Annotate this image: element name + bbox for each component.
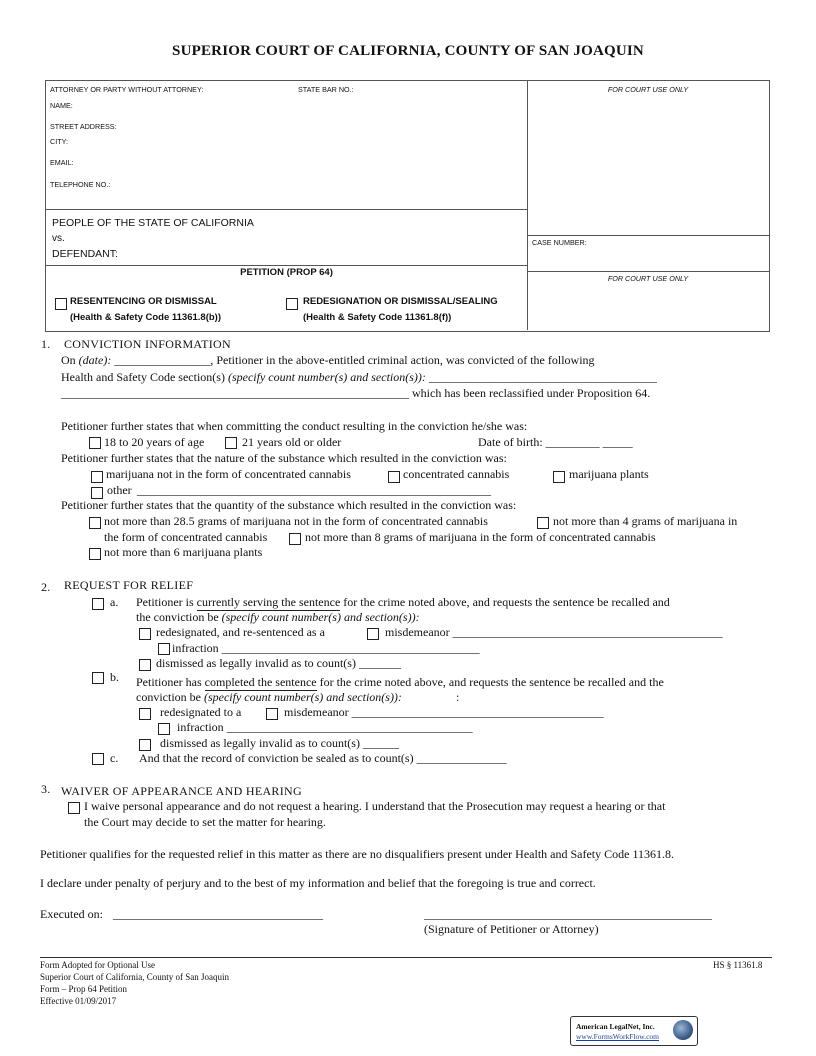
relief-a-label: a. [110, 595, 119, 609]
state-bar-label: STATE BAR NO.: [298, 85, 354, 94]
defendant-label: DEFENDANT: [52, 248, 118, 260]
relief-b-label: b. [110, 670, 119, 684]
hs-section-hint: (specify count number(s) and section(s)): [227, 370, 426, 384]
relief-a-checkbox[interactable] [92, 598, 104, 610]
vs-label: vs. [52, 233, 65, 244]
relief-a-infraction-checkbox[interactable] [158, 643, 170, 655]
footer-code: HS § 11361.8 [713, 960, 763, 970]
qty-4g-label: not more than 4 grams of marijuana in [553, 514, 738, 528]
waiver-checkbox[interactable] [68, 802, 80, 814]
relief-b-infraction-field[interactable]: infraction _________________________________________ [177, 720, 473, 734]
conviction-line1-rest: , Petitioner in the above-entitled criminal action, was convicted of the following [210, 353, 595, 367]
relief-b-misdemeanor-field[interactable]: misdemeanor __________________________________________ [284, 705, 604, 719]
relief-b-checkbox[interactable] [92, 672, 104, 684]
executed-on-field[interactable]: ___________________________________ [113, 907, 323, 921]
relief-b-hint: (specify count number(s) and section(s)): [203, 690, 402, 704]
qualifies-statement: Petitioner qualifies for the requested relief in this matter as there are no disqualifiers present under Health and Safety Code 11361.8. [40, 847, 675, 861]
name-label: NAME: [50, 101, 73, 110]
hs-section-field-2[interactable]: __________________________________________________________ [61, 386, 409, 400]
footer-line2: Superior Court of California, County of San Joaquin [40, 972, 229, 982]
waiver-text-line2: the Court may decide to set the matter for hearing. [84, 815, 326, 829]
nature-plants-label: marijuana plants [569, 467, 649, 481]
qty-28g-checkbox[interactable] [89, 517, 101, 529]
relief-a-line2 [136, 610, 420, 625]
city-label: CITY: [50, 137, 68, 146]
qty-8g-checkbox[interactable] [289, 533, 301, 545]
resentencing-option-code: (Health & Safety Code 11361.8(b)) [70, 312, 221, 323]
relief-a-text-end: for the crime noted above, and requests the sentence be recalled and [340, 595, 670, 609]
relief-c-field[interactable]: And that the record of conviction be sealed as to count(s) _______________ [139, 751, 507, 765]
relief-b-line1 [136, 675, 664, 691]
relief-a-dismissed-checkbox[interactable] [139, 659, 151, 671]
age-intro: Petitioner further states that when committing the conduct resulting in the conviction he/she was: [61, 419, 528, 433]
redesignation-option-code: (Health & Safety Code 11361.8(f)) [303, 312, 452, 323]
footer-line1: Form Adopted for Optional Use [40, 960, 155, 970]
nature-concentrated-label: concentrated cannabis [403, 467, 510, 481]
conviction-line2 [61, 370, 657, 385]
relief-a-dismissed-field[interactable]: dismissed as legally invalid as to count(s) _______ [156, 656, 401, 670]
people-label: PEOPLE OF THE STATE OF CALIFORNIA [52, 217, 254, 229]
relief-b-text-start: Petitioner has [136, 675, 205, 689]
redesignation-checkbox[interactable] [286, 298, 298, 310]
footer-line4: Effective 01/09/2017 [40, 996, 117, 1006]
relief-b-text-end: for the crime noted above, and requests the sentence be recalled and the [316, 675, 664, 689]
caption-box [45, 80, 770, 332]
relief-b-dismissed-checkbox[interactable] [139, 739, 151, 751]
section1-number: 1. [41, 337, 51, 351]
relief-b-dismissed-field[interactable]: dismissed as legally invalid as to count(s) ______ [160, 736, 399, 750]
nature-plants-checkbox[interactable] [553, 471, 565, 483]
american-legalnet-logo[interactable] [570, 1016, 698, 1046]
resentencing-option-title: RESENTENCING OR DISMISSAL [70, 296, 217, 307]
hs-section-label: Health and Safety Code section(s) [61, 370, 225, 384]
section3-number: 3. [41, 782, 51, 796]
relief-b-colon: : [456, 690, 460, 704]
brand-name: American LegalNet, Inc. [576, 1022, 655, 1031]
attorney-label: ATTORNEY OR PARTY WITHOUT ATTORNEY: [50, 85, 204, 94]
signature-field[interactable]: ________________________________________________ [424, 907, 712, 921]
qty-4g-label-cont: the form of concentrated cannabis [104, 530, 268, 544]
relief-a-misdemeanor-checkbox[interactable] [367, 628, 379, 640]
globe-icon [673, 1020, 693, 1040]
date-of-birth-field[interactable]: Date of birth: _________ _____ [478, 435, 633, 449]
completed-sentence-text: completed the sentence [204, 675, 317, 689]
redesignation-option-title: REDESIGNATION OR DISMISSAL/SEALING [303, 296, 498, 307]
age-18-20-label: 18 to 20 years of age [104, 435, 205, 449]
relief-a-infraction-field[interactable]: infraction ___________________________________________ [172, 641, 480, 655]
nature-marijuana-label: marijuana not in the form of concentrated cannabis [106, 467, 351, 481]
nature-other-field[interactable]: ___________________________________________________________ [137, 483, 491, 497]
relief-a-misdemeanor-field[interactable]: misdemeanor _____________________________________________ [385, 625, 723, 639]
qty-28g-label: not more than 28.5 grams of marijuana not in the form of concentrated cannabis [104, 514, 488, 528]
relief-a-redesignated-checkbox[interactable] [139, 628, 151, 640]
qty-8g-label: not more than 8 grams of marijuana in the form of concentrated cannabis [305, 530, 656, 544]
waiver-text-line1: I waive personal appearance and do not request a hearing. I understand that the Prosecution may request a hearing or that [84, 799, 666, 813]
section2-heading: REQUEST FOR RELIEF [64, 578, 194, 592]
relief-b-infraction-checkbox[interactable] [158, 723, 170, 735]
nature-marijuana-checkbox[interactable] [91, 471, 103, 483]
relief-a-text-start: Petitioner is [136, 595, 197, 609]
quantity-intro: Petitioner further states that the quantity of the substance which resulted in the conviction was: [61, 498, 517, 512]
qty-6-plants-label: not more than 6 marijuana plants [104, 545, 263, 559]
conviction-line3 [61, 386, 650, 401]
nature-intro: Petitioner further states that the nature of the substance which resulted in the conviction was: [61, 451, 507, 465]
on-text: On [61, 353, 76, 367]
date-hint: (date): [78, 353, 112, 367]
relief-b-misdemeanor-checkbox[interactable] [266, 708, 278, 720]
section2-number: 2. [41, 580, 51, 594]
court-use-only-top: FOR COURT USE ONLY [607, 85, 689, 94]
age-21-plus-checkbox[interactable] [225, 437, 237, 449]
court-use-only-bottom: FOR COURT USE ONLY [607, 274, 689, 283]
nature-concentrated-checkbox[interactable] [388, 471, 400, 483]
conviction-date-field[interactable]: ________________ [114, 353, 211, 367]
relief-a-line1 [136, 595, 670, 611]
age-21-plus-label: 21 years old or older [242, 435, 342, 449]
footer-divider [40, 957, 772, 958]
executed-on-label: Executed on: [40, 907, 103, 921]
relief-a-hint: (specify count number(s) and section(s)): [221, 610, 420, 624]
relief-b-redesignated-checkbox[interactable] [139, 708, 151, 720]
relief-c-checkbox[interactable] [92, 753, 104, 765]
footer-line3: Form – Prop 64 Petition [40, 984, 128, 994]
qty-6-plants-checkbox[interactable] [89, 548, 101, 560]
signature-label: (Signature of Petitioner or Attorney) [424, 922, 599, 936]
relief-c-label: c. [110, 751, 119, 765]
section3-heading: WAIVER OF APPEARANCE AND HEARING [61, 784, 302, 798]
currently-serving-text: currently serving the sentence [196, 595, 341, 609]
petition-title: PETITION (PROP 64) [240, 267, 333, 278]
relief-b-redesignated-label: redesignated to a [160, 705, 242, 719]
hs-section-field[interactable]: ______________________________________ [428, 370, 657, 384]
relief-b-conviction-text: conviction be [136, 690, 204, 704]
relief-b-line2 [136, 690, 402, 705]
page-title: SUPERIOR COURT OF CALIFORNIA, COUNTY OF SAN JOAQUIN [172, 43, 644, 59]
resentencing-checkbox[interactable] [55, 298, 67, 310]
section1-heading: CONVICTION INFORMATION [64, 337, 231, 351]
telephone-label: TELEPHONE NO.: [50, 180, 111, 189]
nature-other-label: other [107, 483, 132, 497]
street-address-label: STREET ADDRESS: [50, 122, 117, 131]
age-18-20-checkbox[interactable] [89, 437, 101, 449]
qty-4g-checkbox[interactable] [537, 517, 549, 529]
relief-a-conviction-text: the conviction be [136, 610, 222, 624]
brand-url: www.FormsWorkFlow.com [576, 1032, 660, 1041]
declaration-statement: I declare under penalty of perjury and to the best of my information and belief that the foregoing is true and correct. [40, 876, 596, 890]
email-label: EMAIL: [50, 158, 74, 167]
reclassified-text: which has been reclassified under Proposition 64. [409, 386, 651, 400]
conviction-line1 [61, 353, 595, 368]
relief-a-redesignated-label: redesignated, and re-sentenced as a [156, 625, 325, 639]
case-number-label: CASE NUMBER: [532, 238, 587, 247]
